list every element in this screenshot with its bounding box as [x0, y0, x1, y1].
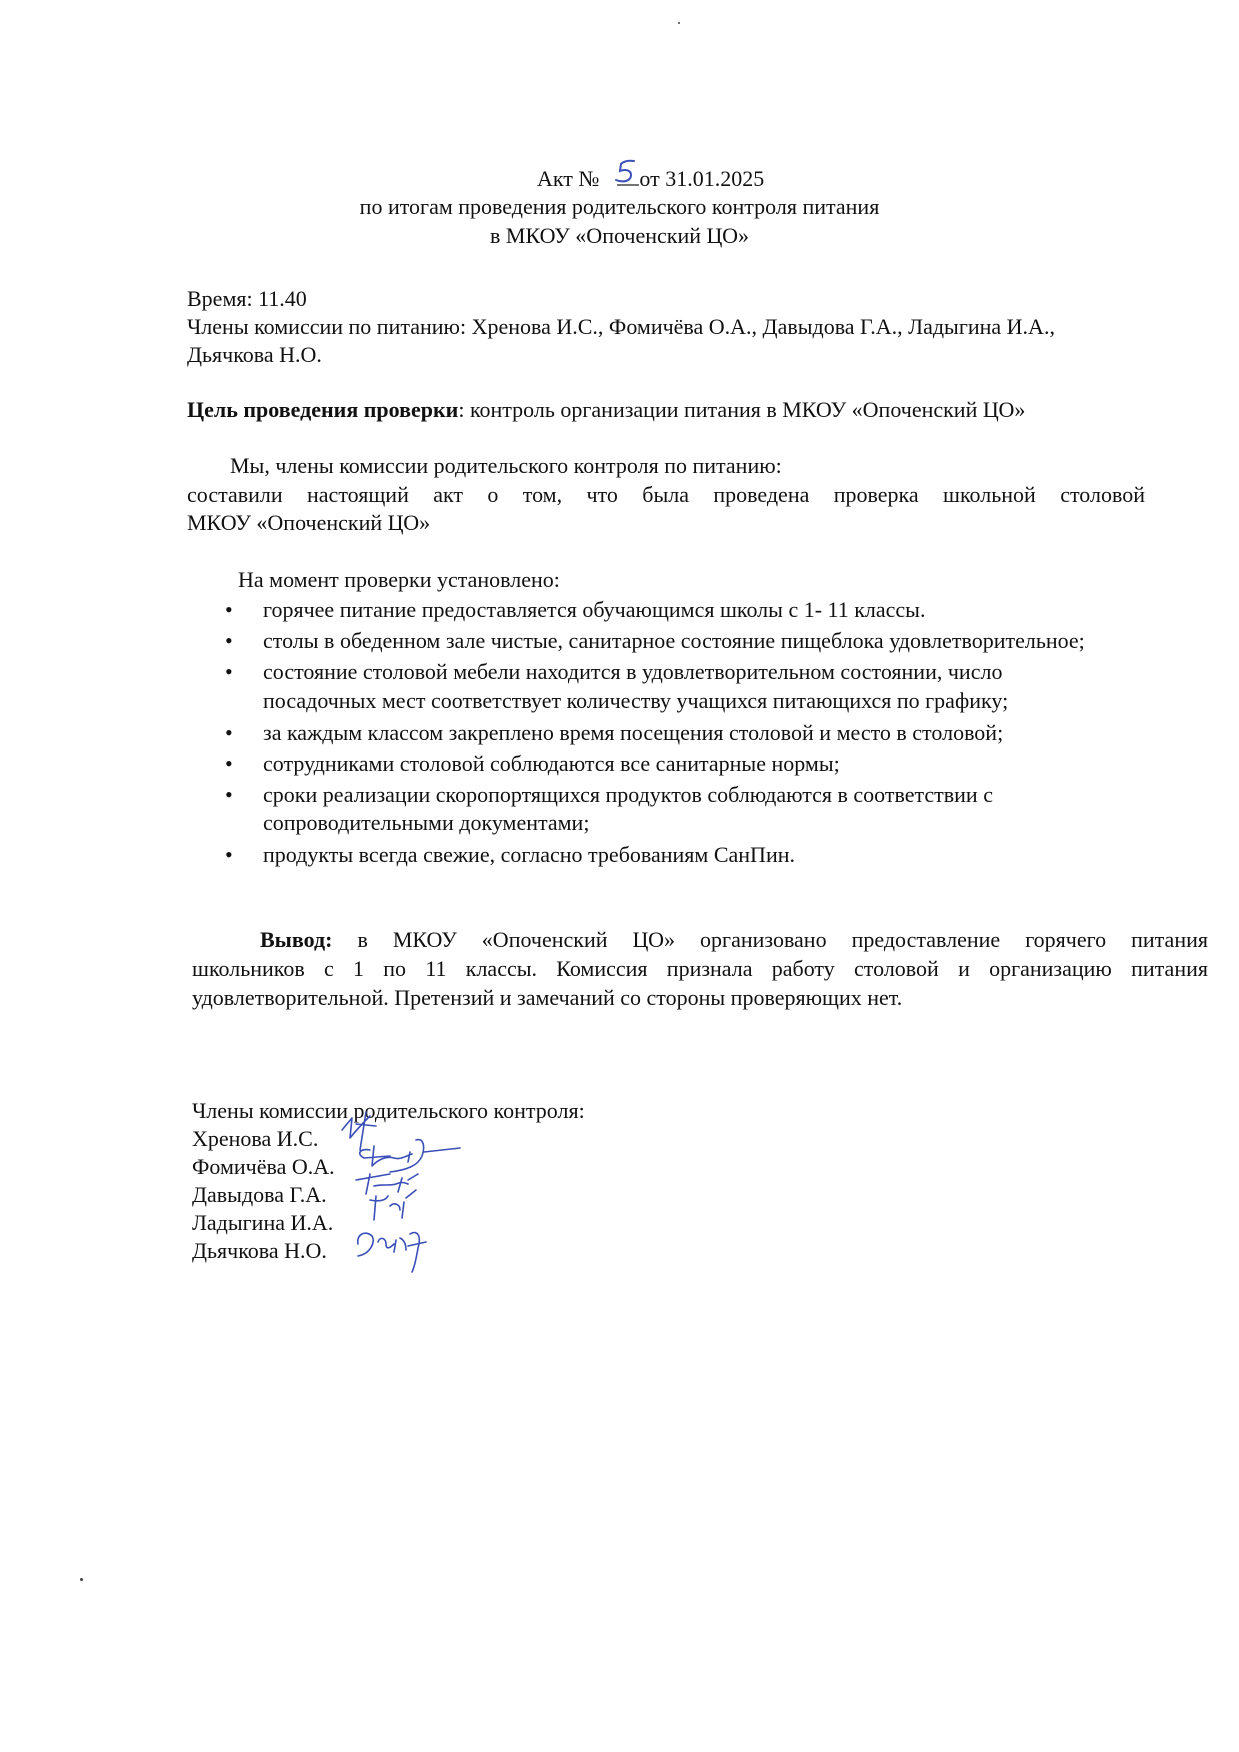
list-item-text: сотрудниками столовой соблюдаются все санитарные нормы; [263, 751, 840, 776]
conclusion-label: Вывод: [260, 927, 333, 952]
signatory-name: Фомичёва О.А. [192, 1154, 335, 1179]
conclusion-line-1 [260, 926, 1208, 954]
list-item-text: посадочных мест соответствует количеству учащихся питающихся по графику; [263, 688, 1009, 713]
handwritten-signatures [330, 1110, 500, 1290]
conclusion-text-1: в МКОУ «Опоченский ЦО» организовано предоставление горячего питания [332, 927, 1208, 952]
intro-line-3: МКОУ «Опоченский ЦО» [187, 510, 431, 535]
conclusion-line-3: удовлетворительной. Претензий и замечаний со стороны проверяющих нет. [192, 985, 903, 1010]
title-line-2: по итогам проведения родительского контроля питания [359, 194, 880, 219]
act-date: от 31.01.2025 [639, 166, 765, 191]
bullet-icon: • [225, 751, 233, 776]
time-line: Время: 11.40 [187, 286, 307, 311]
list-item-text: столы в обеденном зале чистые, санитарное состояние пищеблока удовлетворительное; [263, 628, 1085, 653]
signatory-name: Дьячкова Н.О. [192, 1238, 327, 1263]
scan-dot [678, 22, 680, 24]
list-item-text: горячее питание предоставляется обучающимся школы с 1- 11 классы. [263, 597, 926, 622]
list-item-text: сопроводительными документами; [263, 810, 590, 835]
goal-label: Цель проведения проверки [187, 397, 459, 422]
list-item-text: состояние столовой мебели находится в удовлетворительном состоянии, число [263, 659, 1003, 684]
act-number: 5 [623, 176, 624, 178]
signatory-name: Хренова И.С. [192, 1126, 319, 1151]
signatory-name: Давыдова Г.А. [192, 1182, 327, 1207]
title-line-3: в МКОУ «Опоченский ЦО» [490, 223, 749, 248]
conclusion-line-2: школьников с 1 по 11 классы. Комиссия признала работу столовой и организацию питания [192, 956, 1208, 981]
bullet-icon: • [225, 842, 233, 867]
members-line-1: Члены комиссии по питанию: Хренова И.С., Фомичёва О.А., Давыдова Г.А., Ладыгина И.А., [187, 314, 1055, 339]
goal-text: : контроль организации питания в МКОУ «Опоченский ЦО» [458, 397, 1026, 422]
bullet-icon: • [225, 597, 233, 622]
list-item-text: продукты всегда свежие, согласно требованиям СанПин. [263, 842, 795, 867]
act-title [537, 165, 764, 193]
signatures-header: Члены комиссии родительского контроля: [192, 1098, 585, 1123]
established-heading: На момент проверки установлено: [238, 567, 560, 592]
bullet-icon: • [225, 720, 233, 745]
signatory-name: Ладыгина И.А. [192, 1210, 334, 1235]
act-prefix: Акт № [537, 166, 600, 191]
scan-dot [80, 1578, 83, 1581]
intro-line-1: Мы, члены комиссии родительского контроля по питанию: [230, 453, 782, 478]
bullet-icon: • [225, 628, 233, 653]
list-item-text: за каждым классом закреплено время посещения столовой и место в столовой; [263, 720, 1004, 745]
goal-line [187, 396, 1025, 424]
members-line-2: Дьячкова Н.О. [187, 342, 322, 367]
intro-line-2: составили настоящий акт о том, что была проведена проверка школьной столовой [187, 482, 1145, 507]
list-item-text: сроки реализации скоропортящихся продуктов соблюдаются в соответствии с [263, 782, 993, 807]
act-number-handwritten [607, 155, 647, 195]
bullet-icon: • [225, 659, 233, 684]
bullet-icon: • [225, 782, 233, 807]
